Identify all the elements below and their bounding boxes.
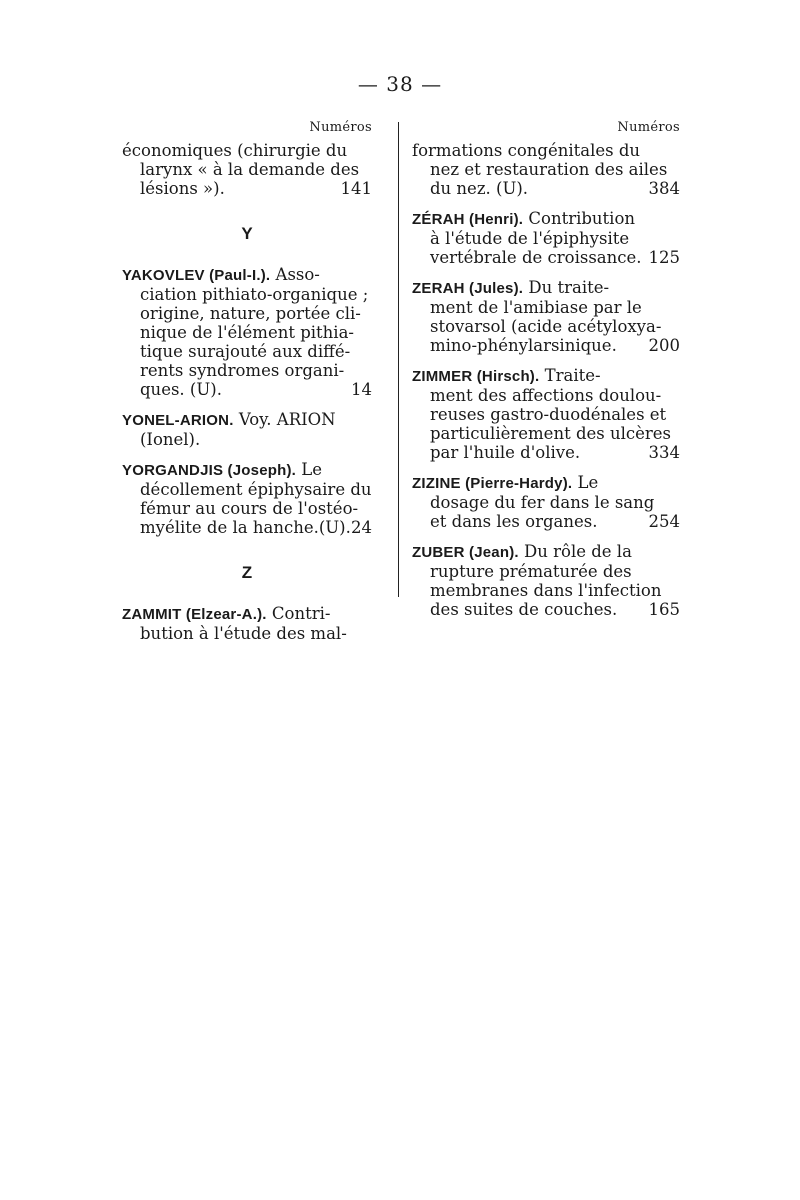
entry-first-line xyxy=(122,460,372,480)
entry-text: rupture prématurée des xyxy=(430,562,632,581)
entry-text-line xyxy=(412,600,680,619)
entry-text-line xyxy=(412,229,680,248)
column-divider xyxy=(398,122,399,597)
entry-text: fémur au cours de l'ostéo- xyxy=(140,499,359,518)
left-column xyxy=(122,118,372,654)
left-entries-y xyxy=(122,265,372,537)
index-entry xyxy=(122,604,372,643)
index-entry xyxy=(412,542,680,619)
entry-number: 334 xyxy=(648,443,680,462)
right-column xyxy=(412,118,680,630)
entry-number: 141 xyxy=(340,179,372,198)
entry-title-start: Le xyxy=(296,460,322,479)
entry-first-line xyxy=(412,473,680,493)
entry-title-start: Contribution xyxy=(523,209,636,228)
author-name: ZÉRAH (Henri). xyxy=(412,211,524,228)
entry-text: ciation pithiato-organique ; xyxy=(140,285,369,304)
entry-text-line xyxy=(412,424,680,443)
entry-text: ques. (U). xyxy=(140,380,222,399)
entry-text-line xyxy=(412,160,680,179)
letter-heading-z: Z xyxy=(241,563,253,582)
entry-text: membranes dans l'infection xyxy=(430,581,662,600)
entry-title-start: Asso- xyxy=(270,265,320,284)
entry-number: 200 xyxy=(648,336,680,355)
entry-text-line xyxy=(412,405,680,424)
entry-text-line xyxy=(412,562,680,581)
numeros-heading: Numéros xyxy=(309,120,372,135)
entry-number: 24 xyxy=(351,518,372,537)
entry-text-line xyxy=(122,141,372,160)
entry-text: par l'huile d'olive. xyxy=(430,443,581,462)
entry-first-line xyxy=(412,366,680,386)
author-name: YAKOVLEV (Paul-I.). xyxy=(122,267,271,284)
right-entries xyxy=(412,141,680,619)
author-name: YONEL-ARION. xyxy=(122,412,234,429)
entry-title-start: Du traite- xyxy=(523,278,610,297)
index-entry xyxy=(412,473,680,531)
author-name: ZIMMER (Hirsch). xyxy=(412,368,540,385)
entry-text-line xyxy=(122,380,372,399)
entry-text: formations congénitales du xyxy=(412,141,641,160)
entry-first-line xyxy=(412,278,680,298)
entry-number: 125 xyxy=(648,248,680,267)
entry-text-line xyxy=(122,285,372,304)
entry-text-line xyxy=(122,430,372,449)
entry-text: nique de l'élément pithia- xyxy=(140,323,354,342)
entry-number: 254 xyxy=(648,512,680,531)
entry-text-line xyxy=(412,298,680,317)
entry-text-line xyxy=(122,624,372,643)
entry-text-line xyxy=(412,248,680,267)
entry-number: 165 xyxy=(648,600,680,619)
entry-text-line xyxy=(122,160,372,179)
entry-number: 384 xyxy=(648,179,680,198)
entry-text: mino-phénylarsinique. xyxy=(430,336,617,355)
entry-text: ment de l'amibiase par le xyxy=(430,298,642,317)
entry-text-line xyxy=(412,386,680,405)
entry-text: du nez. (U). xyxy=(430,179,529,198)
entry-text: lésions »). xyxy=(140,179,225,198)
author-name: ZAMMIT (Elzear-A.). xyxy=(122,606,267,623)
entry-text: tique surajouté aux diffé- xyxy=(140,342,351,361)
entry-text: vertébrale de croissance. xyxy=(430,248,642,267)
entry-title-start: Le xyxy=(572,473,599,492)
entry-text: myélite de la hanche.(U). xyxy=(140,518,351,537)
entry-text-line xyxy=(412,179,680,198)
author-name: YORGANDJIS (Joseph). xyxy=(122,462,297,479)
author-name: ZIZINE (Pierre-Hardy). xyxy=(412,475,573,492)
entry-text: économiques (chirurgie du xyxy=(122,141,348,160)
entry-text: rents syndromes organi- xyxy=(140,361,345,380)
entry-text: stovarsol (acide acétyloxya- xyxy=(430,317,662,336)
entry-text: ment des affections doulou- xyxy=(430,386,662,405)
entry-text: dosage du fer dans le sang xyxy=(430,493,655,512)
entry-text: à l'étude de l'épiphysite xyxy=(430,229,630,248)
entry-number: 14 xyxy=(351,380,372,399)
entry-title-start: Traite- xyxy=(539,366,601,385)
entry-text-line xyxy=(122,499,372,518)
entry-text: et dans les organes. xyxy=(430,512,598,531)
entry-title-start: Du rôle de la xyxy=(518,542,632,561)
entry-text-line xyxy=(412,443,680,462)
entry-text: particulièrement des ulcères xyxy=(430,424,672,443)
entry-text-line xyxy=(412,581,680,600)
index-entry xyxy=(122,410,372,449)
left-entries xyxy=(122,141,372,198)
entry-first-line xyxy=(122,265,372,285)
entry-first-line xyxy=(412,542,680,562)
letter-heading-y: Y xyxy=(241,224,253,243)
entry-text-line xyxy=(412,512,680,531)
entry-text: des suites de couches. xyxy=(430,600,618,619)
entry-text-line xyxy=(122,179,372,198)
entry-text: (Ionel). xyxy=(140,430,201,449)
entry-text: origine, nature, portée cli- xyxy=(140,304,361,323)
entry-text: reuses gastro-duodénales et xyxy=(430,405,667,424)
page-number: — 38 — xyxy=(357,72,443,96)
entry-text-line xyxy=(122,361,372,380)
entry-text: bution à l'étude des mal- xyxy=(140,624,347,643)
entry-text: décollement épiphysaire du xyxy=(140,480,372,499)
entry-first-line xyxy=(412,209,680,229)
entry-text: larynx « à la demande des xyxy=(140,160,360,179)
entry-text: nez et restauration des ailes xyxy=(430,160,668,179)
entry-title-start: Contri- xyxy=(266,604,331,623)
index-entry xyxy=(412,141,680,198)
numeros-heading: Numéros xyxy=(617,120,680,135)
entry-text-line xyxy=(412,141,680,160)
entry-text-line xyxy=(122,342,372,361)
entry-title-start: Voy. ARION xyxy=(233,410,336,429)
entry-text-line xyxy=(122,304,372,323)
author-name: ZERAH (Jules). xyxy=(412,280,524,297)
entry-text-line xyxy=(412,317,680,336)
entry-text-line xyxy=(412,336,680,355)
entry-text-line xyxy=(122,480,372,499)
left-entries-z xyxy=(122,604,372,643)
author-name: ZUBER (Jean). xyxy=(412,544,519,561)
index-entry xyxy=(122,141,372,198)
index-entry xyxy=(412,209,680,267)
entry-first-line xyxy=(122,410,372,430)
index-entry xyxy=(412,366,680,462)
entry-text-line xyxy=(412,493,680,512)
entry-first-line xyxy=(122,604,372,624)
entry-text-line xyxy=(122,518,372,537)
index-entry xyxy=(412,278,680,355)
index-entry xyxy=(122,265,372,399)
index-entry xyxy=(122,460,372,537)
entry-text-line xyxy=(122,323,372,342)
